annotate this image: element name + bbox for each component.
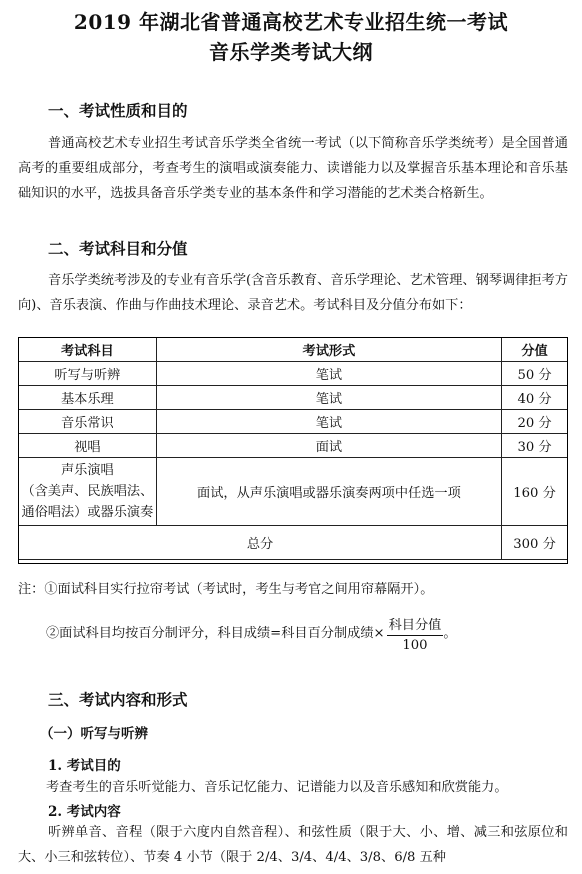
item-1-title: 1. 考试目的 [48, 758, 121, 774]
table-row-vocal [19, 458, 568, 526]
cell-form-vocal: 面试，从声乐演唱或器乐演奏两项中任选一项 [156, 458, 501, 526]
item-2-text: 听辨单音、音程（限于六度内自然音程）、和弦性质（限于大、小、增、减三和弦原位和大、小三和弦转位）、节奏 4 小节（限于 2/4、3/4、4/4、3/8、6/8 五种 [18, 825, 568, 865]
table-total-row [19, 526, 568, 560]
cell-score: 50 分 [502, 362, 568, 386]
document-title: 2019 年湖北省普通高校艺术专业招生统一考试 [73, 10, 509, 34]
cell-subject: 视唱 [19, 434, 157, 458]
note-2-suffix: 。 [443, 626, 457, 641]
vocal-subject-line: （含美声、民族唱法、 [21, 484, 154, 499]
cell-score-vocal: 160 分 [502, 458, 568, 526]
section-paragraph-2: 音乐学类统考涉及的专业有音乐学(含音乐教育、音乐学理论、艺术管理、钢琴调律拒考方向)、音乐表演、作曲与作曲技术理论、录音艺术。考试科目及分值分布如下： [18, 273, 568, 313]
formula-fraction [387, 614, 444, 653]
table-row [19, 434, 568, 458]
cell-subject: 基本乐理 [19, 386, 157, 410]
cell-subject-vocal [19, 458, 157, 526]
score-table [18, 337, 568, 560]
section-heading-1: 一、考试性质和目的 [48, 101, 188, 120]
cell-form: 笔试 [156, 386, 501, 410]
document-subtitle: 音乐学类考试大纲 [209, 40, 373, 64]
cell-subject: 音乐常识 [19, 410, 157, 434]
cell-form: 面试 [156, 434, 501, 458]
note-2-text: ②面试科目均按百分制评分，科目成绩=科目百分制成绩× [46, 626, 385, 641]
vocal-subject-line: 通俗唱法）或器乐演奏 [21, 505, 154, 520]
item-1-text: 考查考生的音乐听觉能力、音乐记忆能力、记谱能力以及音乐感知和欣赏能力。 [46, 780, 508, 795]
note-1: 注：①面试科目实行拉帘考试（考试时，考生与考官之间用帘幕隔开）。 [18, 582, 434, 597]
cell-score: 20 分 [502, 410, 568, 434]
fraction-denominator: 100 [402, 638, 428, 653]
section-heading-2: 二、考试科目和分值 [48, 239, 188, 258]
cell-form: 笔试 [156, 410, 501, 434]
cell-score: 40 分 [502, 386, 568, 410]
header-score: 分值 [502, 338, 568, 362]
cell-subject: 听写与听辨 [19, 362, 157, 386]
vocal-subject-line: 声乐演唱 [61, 463, 114, 478]
section-heading-3: 三、考试内容和形式 [48, 690, 188, 709]
note-2 [46, 614, 457, 653]
table-header-row [19, 338, 568, 362]
cell-total-score: 300 分 [502, 526, 568, 560]
table-row [19, 362, 568, 386]
table-row [19, 410, 568, 434]
cell-total-label: 总分 [19, 526, 502, 560]
item-2-title: 2. 考试内容 [48, 804, 121, 820]
header-subject: 考试科目 [19, 338, 157, 362]
header-form: 考试形式 [156, 338, 501, 362]
fraction-numerator: 科目分值 [387, 614, 444, 636]
table-row [19, 386, 568, 410]
section-paragraph-1: 普通高校艺术专业招生考试音乐学类全省统一考试（以下简称音乐学类统考）是全国普通高考的重要组成部分，考查考生的演唱或演奏能力、读谱能力以及掌握音乐基本理论和音乐基础知识的水平，选拔具备音乐学类专业的基本条件和学习潜能的艺术类合格新生。 [18, 136, 568, 201]
cell-form: 笔试 [156, 362, 501, 386]
subsection-heading: （一）听写与听辨 [40, 726, 148, 742]
cell-score: 30 分 [502, 434, 568, 458]
